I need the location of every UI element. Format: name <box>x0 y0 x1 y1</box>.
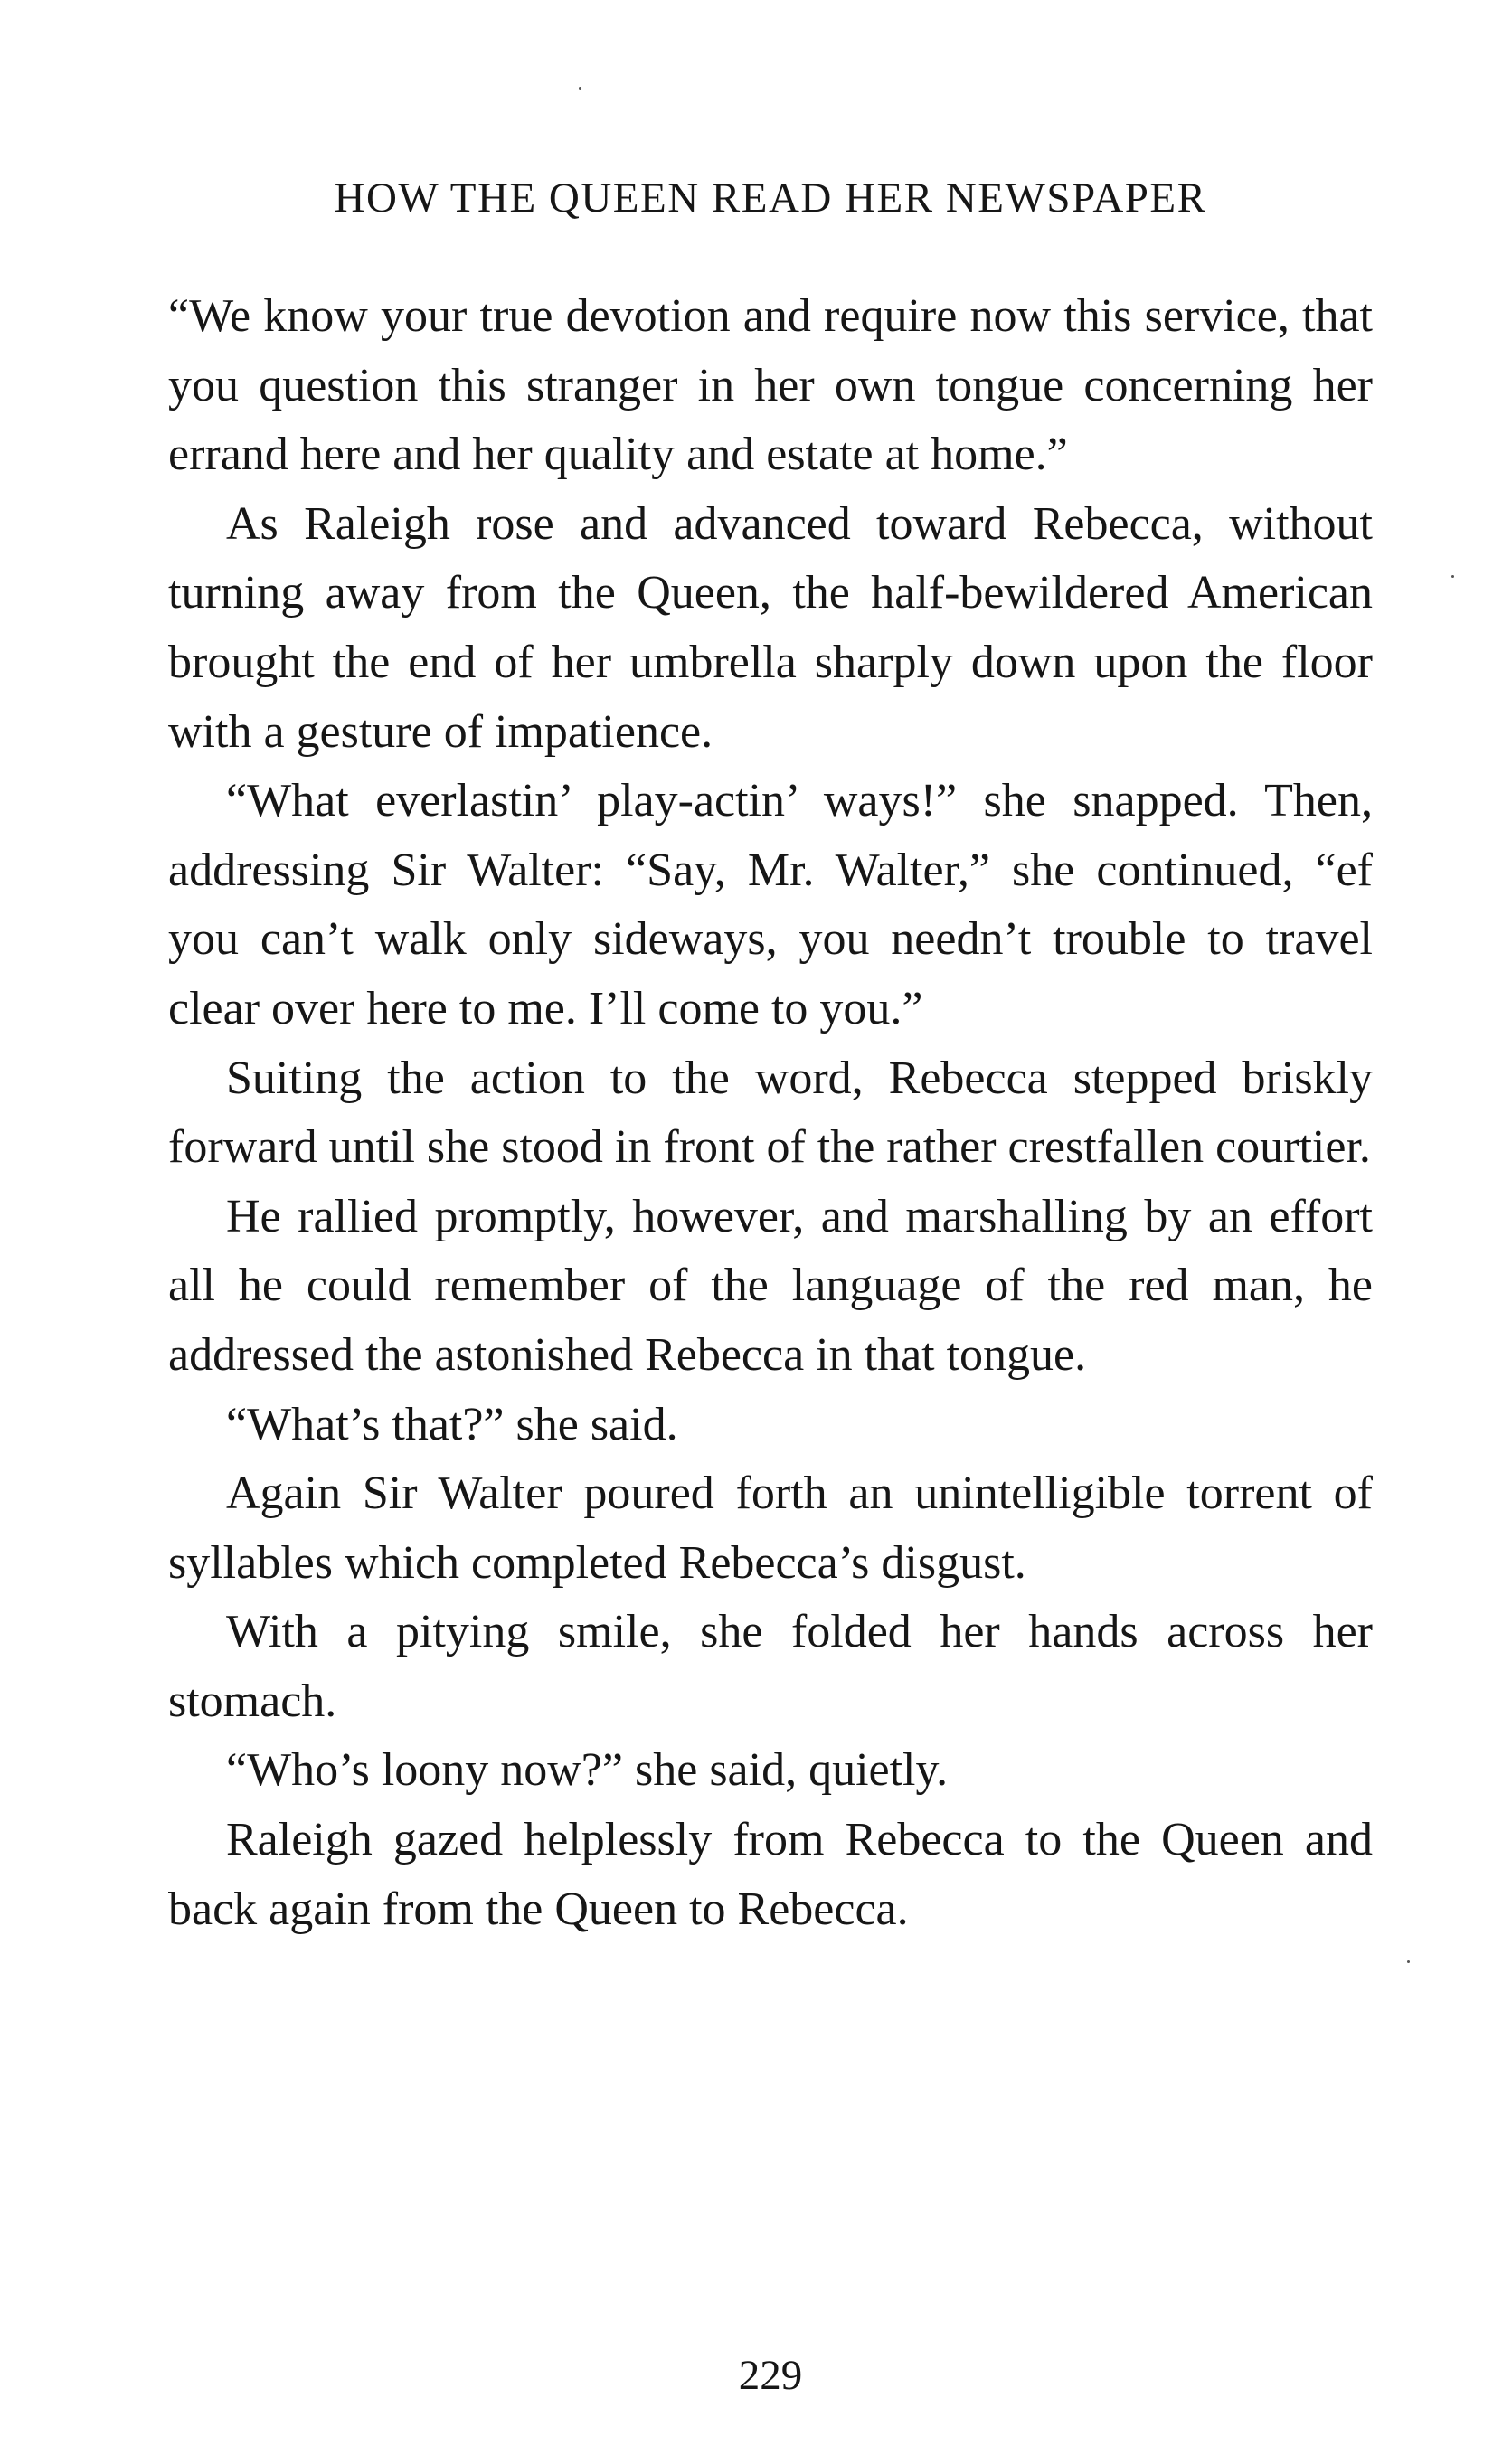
paragraph: Raleigh gazed helplessly from Rebecca to the Queen and back again from the Queen to Rebecca. <box>168 1814 1373 1935</box>
paragraph: “Who’s loony now?” she said, quietly. <box>226 1744 949 1797</box>
print-speck <box>579 87 581 90</box>
paragraph: Suiting the action to the word, Rebecca stepped briskly forward until she stood in front of the rather crestfallen courtier. <box>168 1052 1373 1174</box>
paragraph: “We know your true devotion and require now this service, that you question this stranger in her own tongue concerning her errand here and her quality and estate at home.” <box>168 290 1373 481</box>
paragraph: “What’s that?” she said. <box>226 1398 678 1450</box>
paragraph: Again Sir Walter poured forth an unintelligible torrent of syllables which completed Rebecca’s disgust. <box>168 1468 1373 1589</box>
page-number: 229 <box>738 2352 803 2399</box>
paragraph: He rallied promptly, however, and marshalling by an effort all he could remember of the language of the red man, he addressed the astonished Rebecca in that tongue. <box>168 1190 1373 1381</box>
paragraph: With a pitying smile, she folded her hands across her stomach. <box>168 1606 1373 1727</box>
body-text <box>168 282 1373 1944</box>
paragraph: “What everlastin’ play-actin’ ways!” she snapped. Then, addressing Sir Walter: “Say, Mr. Walter,” she continued, “ef you can’t walk only sideways, you needn’t trouble to travel clear over here to me. I’ll come to you.” <box>168 775 1373 1034</box>
running-head: HOW THE QUEEN READ HER NEWSPAPER <box>334 175 1207 222</box>
print-speck <box>1451 575 1454 578</box>
print-speck <box>1407 1960 1410 1963</box>
paragraph: As Raleigh rose and advanced toward Rebecca, without turning away from the Queen, the half-bewildered American brought the end of her umbrella sharply down upon the floor with a gesture of impatience. <box>168 497 1373 758</box>
